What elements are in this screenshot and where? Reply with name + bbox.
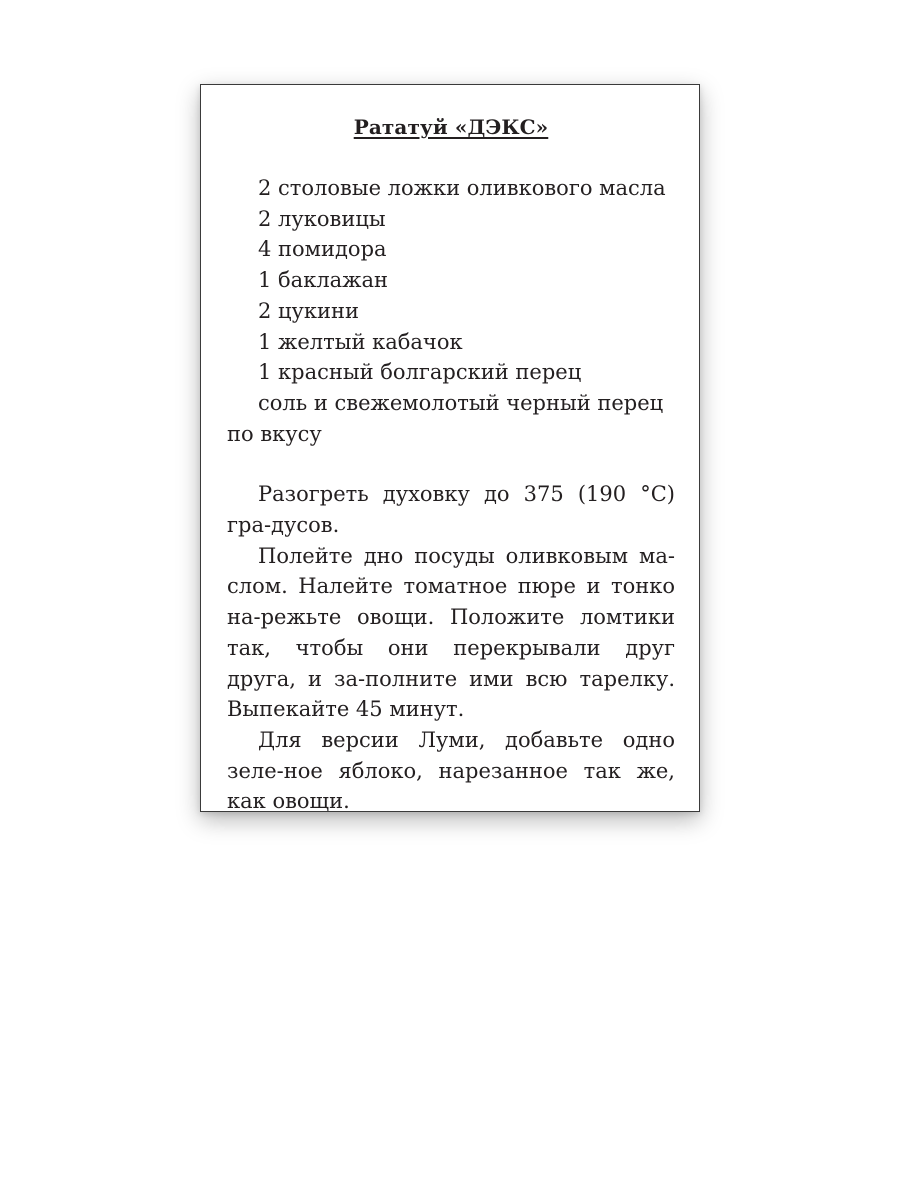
- recipe-title: [227, 113, 675, 141]
- recipe-title-text: Рататуй «ДЭКС»: [353, 115, 549, 139]
- instruction-paragraph: Разогреть духовку до 375 (190 °С) гра-дусов.: [227, 482, 675, 538]
- instruction-paragraph: Полейте дно посуды оливковым ма-слом. Налейте томатное пюре и тонко на-режьте овощи. Положите ломтики так, чтобы они перекрывали друг друга, и за-полните ими всю тарелку. Выпекайте 45 минут.: [227, 543, 675, 722]
- instruction-paragraph: Для версии Луми, добавьте одно зеле-ное яблоко, нарезанное так же, как овощи.: [227, 727, 675, 814]
- ingredient-item: соль и свежемолотый черный перец по вкусу: [227, 390, 664, 446]
- ingredient-item: 4 помидора: [258, 237, 387, 262]
- ingredient-item: 2 столовые ложки оливкового масла: [258, 176, 666, 200]
- ingredient-item: 2 цукини: [258, 298, 360, 323]
- ingredient-item: 1 баклажан: [258, 268, 389, 293]
- ingredient-item: 1 желтый кабачок: [258, 329, 463, 354]
- recipe-page: [200, 84, 700, 812]
- ingredient-list: [227, 173, 675, 449]
- ingredient-item: 2 луковицы: [258, 206, 386, 231]
- instructions: [227, 479, 675, 817]
- ingredient-item: 1 красный болгарский перец: [258, 360, 582, 385]
